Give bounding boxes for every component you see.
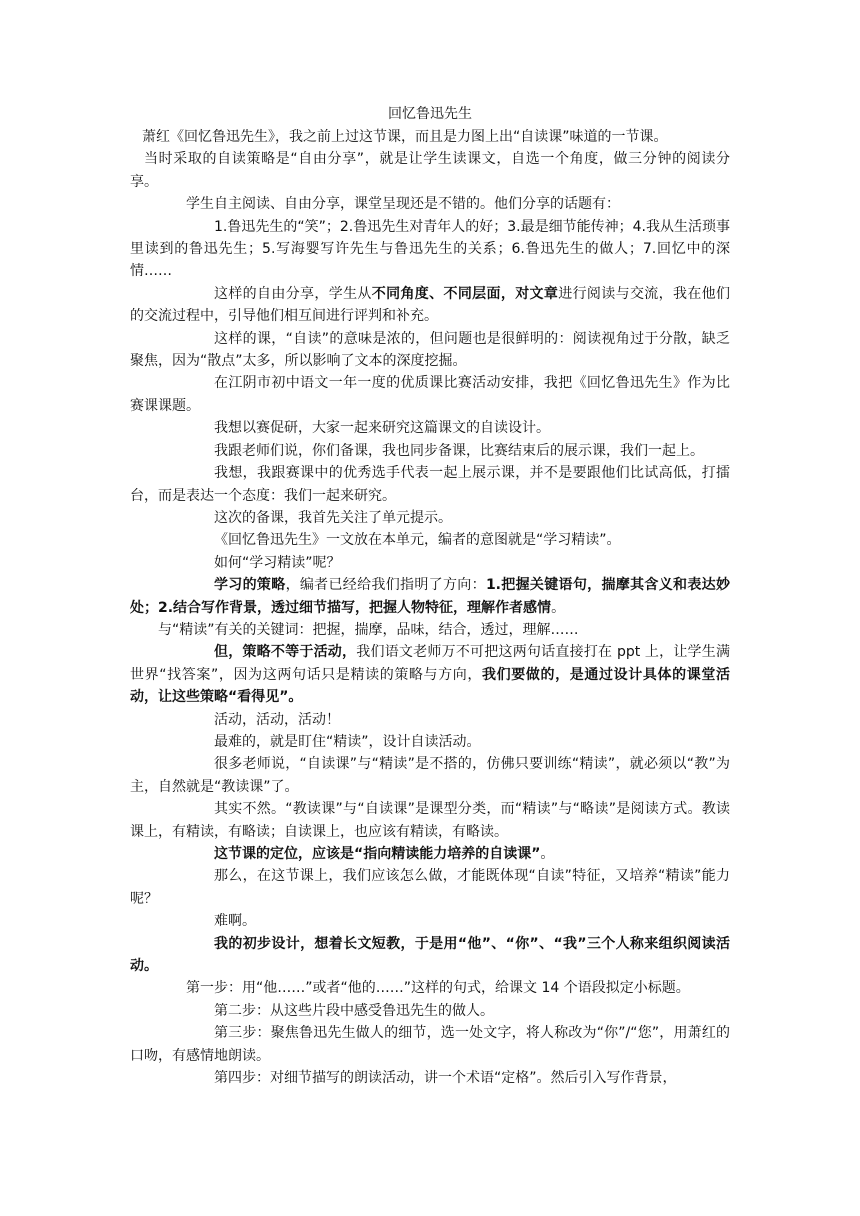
- paragraph: [130, 865, 730, 910]
- page-title: 回忆鲁迅先生: [388, 106, 472, 122]
- paragraph: [130, 440, 730, 462]
- paragraph: [130, 709, 730, 731]
- text-run: 第一步：用“他……”或者“他的……”这样的句式，给课文 14 个语段拟定小标题。: [186, 980, 690, 997]
- paragraph: [130, 574, 730, 619]
- paragraph: [130, 216, 730, 283]
- paragraph: [130, 843, 730, 865]
- paragraph: [130, 1022, 730, 1067]
- text-run: 第四步：对细节描写的朗读活动，讲一个术语“定格”。然后引入写作背景，: [214, 1070, 677, 1087]
- bold-text-run: 我的初步设计，想着长文短教，于是用“他”、“你”、“我”三个人称来组织阅读活动。: [130, 935, 730, 975]
- paragraph: [130, 977, 730, 999]
- paragraph: [130, 731, 730, 753]
- paragraph: [130, 552, 730, 574]
- document-body: [130, 126, 730, 1089]
- bold-text-run: 这节课的定位，应该是“指向精读能力培养的自读课”: [214, 846, 541, 862]
- text-run: 最难的，就是盯住“精读”，设计自读活动。: [214, 733, 481, 750]
- paragraph: [130, 753, 730, 798]
- text-run: 其实不然。“教读课”与“自读课”是课型分类，而“精读”与“略读”是阅读方式。教读课上，有精读，有略读；自读课上，也应该有精读，有略读。: [130, 801, 730, 840]
- text-run: 。: [551, 599, 566, 616]
- paragraph: [130, 529, 730, 551]
- paragraph: [130, 328, 730, 373]
- text-run: 萧红《回忆鲁迅先生》，我之前上过这节课，而且是力图上出“自读课”味道的一节课。: [142, 129, 668, 145]
- paragraph: [130, 933, 730, 978]
- text-run: 那么，在这节课上，我们应该怎么做，才能既体现“自读”特征，又培养“精读”能力呢？: [130, 868, 730, 907]
- text-run: 学生自主阅读、自由分享，课堂呈现还是不错的。他们分享的话题有：: [186, 196, 620, 213]
- paragraph: [130, 798, 730, 843]
- text-run: 我想以赛促研，大家一起来研究这篇课文的自读设计。: [214, 420, 550, 437]
- text-run: 如何“学习精读”呢？: [214, 554, 341, 571]
- paragraph: [130, 1000, 730, 1022]
- bold-text-run: 1.把握关键语句，揣摩其含义和表达妙处；2.结合写作背景，透过细节描写，把握人物特征，理解作者感情: [130, 577, 730, 616]
- text-run: 我们语文老师万不可把这两句话直接打在 ppt 上，让学生满世界“找答案”，因为这两句话只是精读的策略与方向，: [130, 644, 731, 683]
- paragraph: [130, 372, 730, 417]
- text-run: 《回忆鲁迅先生》一文放在本单元，编者的意图就是“学习精读”。: [214, 532, 621, 549]
- paragraph: [130, 193, 730, 215]
- paragraph: [130, 910, 730, 932]
- text-run: 难啊。: [214, 913, 256, 930]
- paragraph: [130, 619, 730, 641]
- text-run: 这样的自由分享，学生从: [214, 285, 372, 302]
- paragraph: [130, 507, 730, 529]
- text-run: ，编者已经给我们指明了方向：: [285, 577, 486, 594]
- text-run: 第二步：从这些片段中感受鲁迅先生的做人。: [214, 1002, 494, 1019]
- text-run: 进行阅读与交流，我在他们的交流过程中，引导他们相互间进行评判和补充。: [130, 285, 731, 325]
- bold-text-run: 我们要做的，是通过设计具体的课堂活动，让这些策略“看得见”。: [130, 666, 730, 706]
- bold-text-run: 学习的策略: [214, 577, 286, 594]
- paragraph: [130, 641, 730, 708]
- text-run: 在江阴市初中语文一年一度的优质课比赛活动安排，我把《回忆鲁迅先生》作为比赛课课题。: [130, 375, 730, 414]
- text-run: 与“精读”有关的关键词：把握，揣摩，品味，结合，透过，理解……: [158, 621, 579, 638]
- text-run: 。: [540, 846, 555, 862]
- text-run: 很多老师说，“自读课”与“精读”是不搭的，仿佛只要训练“精读”，就必须以“教”为主，自然就是“教读课”了。: [130, 756, 730, 795]
- text-run: 第三步：聚焦鲁迅先生做人的细节，选一处文字，将人称改为“你”/“您”，用萧红的口吻，有感情地朗读。: [130, 1025, 730, 1064]
- text-run: 1.鲁迅先生的“笑”；2.鲁迅先生对青年人的好；3.最是细节能传神；4.我从生活琐事里读到的鲁迅先生；5.写海婴写许先生与鲁迅先生的关系；6.鲁迅先生的做人；7.回忆中的深情……: [130, 218, 730, 280]
- text-run: 活动，活动，活动！: [214, 711, 340, 728]
- paragraph: [130, 462, 730, 507]
- text-run: 当时采取的自读策略是“自由分享”，就是让学生读课文，自选一个角度，做三分钟的阅读分享。: [130, 151, 730, 190]
- bold-text-run: 不同角度、不同层面，对文章: [371, 285, 559, 302]
- bold-text-run: 但，策略不等于活动，: [214, 644, 357, 661]
- paragraph: [130, 1067, 730, 1089]
- text-run: 我想，我跟赛课中的优秀选手代表一起上展示课，并不是要跟他们比试高低，打擂台，而是表达一个态度：我们一起来研究。: [130, 465, 730, 504]
- text-run: 这样的课，“自读”的意味是浓的，但问题也是很鲜明的：阅读视角过于分散，缺乏聚焦，因为“散点”太多，所以影响了文本的深度挖掘。: [130, 330, 730, 370]
- paragraph: [130, 417, 730, 439]
- text-run: 我跟老师们说，你们备课，我也同步备课，比赛结束后的展示课，我们一起上。: [214, 442, 704, 459]
- paragraph: [130, 126, 730, 148]
- text-run: 这次的备课，我首先关注了单元提示。: [214, 509, 452, 526]
- paragraph: [130, 283, 730, 328]
- paragraph: [130, 148, 730, 193]
